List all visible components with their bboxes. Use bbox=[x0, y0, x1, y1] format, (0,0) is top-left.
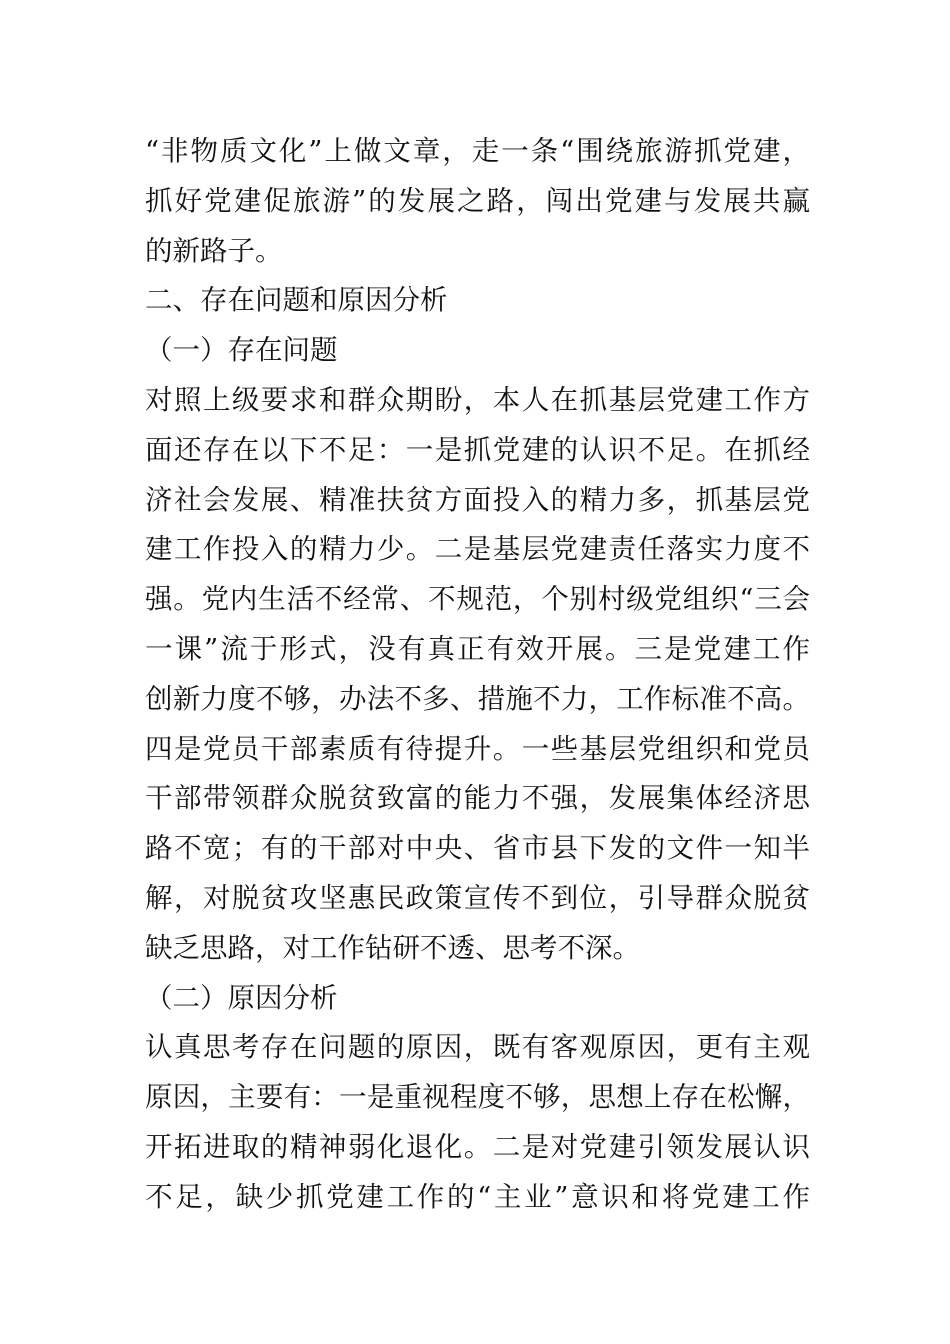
text-line-7: 面还存在以下不足：一是抓党建的认识不足。在抓经 bbox=[145, 433, 810, 466]
text-line-14: 干部带领群众脱贫致富的能力不强，发展集体经济思 bbox=[145, 782, 810, 815]
text-line-8: 济社会发展、精准扶贫方面投入的精力多，抓基层党 bbox=[145, 483, 810, 516]
subsection-heading-1: （一）存在问题 bbox=[145, 334, 338, 367]
text-line-13: 四是党员干部素质有待提升。一些基层党组织和党员 bbox=[145, 732, 810, 765]
text-line-6: 对照上级要求和群众期盼，本人在抓基层党建工作方 bbox=[145, 383, 810, 416]
text-line-15: 路不宽；有的干部对中央、省市县下发的文件一知半 bbox=[145, 832, 810, 865]
text-line-10: 强。党内生活不经常、不规范，个别村级党组织“三会 bbox=[145, 583, 810, 616]
text-line-3: 的新路子。 bbox=[145, 234, 283, 267]
text-line-1: “非物质文化”上做文章，走一条“围绕旅游抓党建， bbox=[145, 135, 810, 167]
text-line-12: 创新力度不够，办法不多、措施不力，工作标准不高。 bbox=[145, 682, 810, 715]
text-line-11: 一课”流于形式，没有真正有效开展。三是党建工作 bbox=[145, 632, 810, 665]
text-line-16: 解，对脱贫攻坚惠民政策宣传不到位，引导群众脱贫 bbox=[145, 881, 810, 914]
subsection-heading-2: （二）原因分析 bbox=[145, 981, 338, 1014]
text-line-20: 原因，主要有：一是重视程度不够，思想上存在松懈， bbox=[145, 1081, 810, 1114]
section-heading-2: 二、存在问题和原因分析 bbox=[145, 284, 448, 317]
text-line-9: 建工作投入的精力少。二是基层党建责任落实力度不 bbox=[145, 533, 810, 566]
text-line-17: 缺乏思路，对工作钻研不透、思考不深。 bbox=[145, 931, 640, 964]
text-line-22: 不足，缺少抓党建工作的“主业”意识和将党建工作 bbox=[145, 1180, 810, 1213]
text-line-2: 抓好党建促旅游”的发展之路，闯出党建与发展共赢 bbox=[145, 184, 810, 217]
text-line-21: 开拓进取的精神弱化退化。二是对党建引领发展认识 bbox=[145, 1130, 810, 1163]
document-body bbox=[145, 127, 810, 1223]
text-line-19: 认真思考存在问题的原因，既有客观原因，更有主观 bbox=[145, 1031, 810, 1064]
